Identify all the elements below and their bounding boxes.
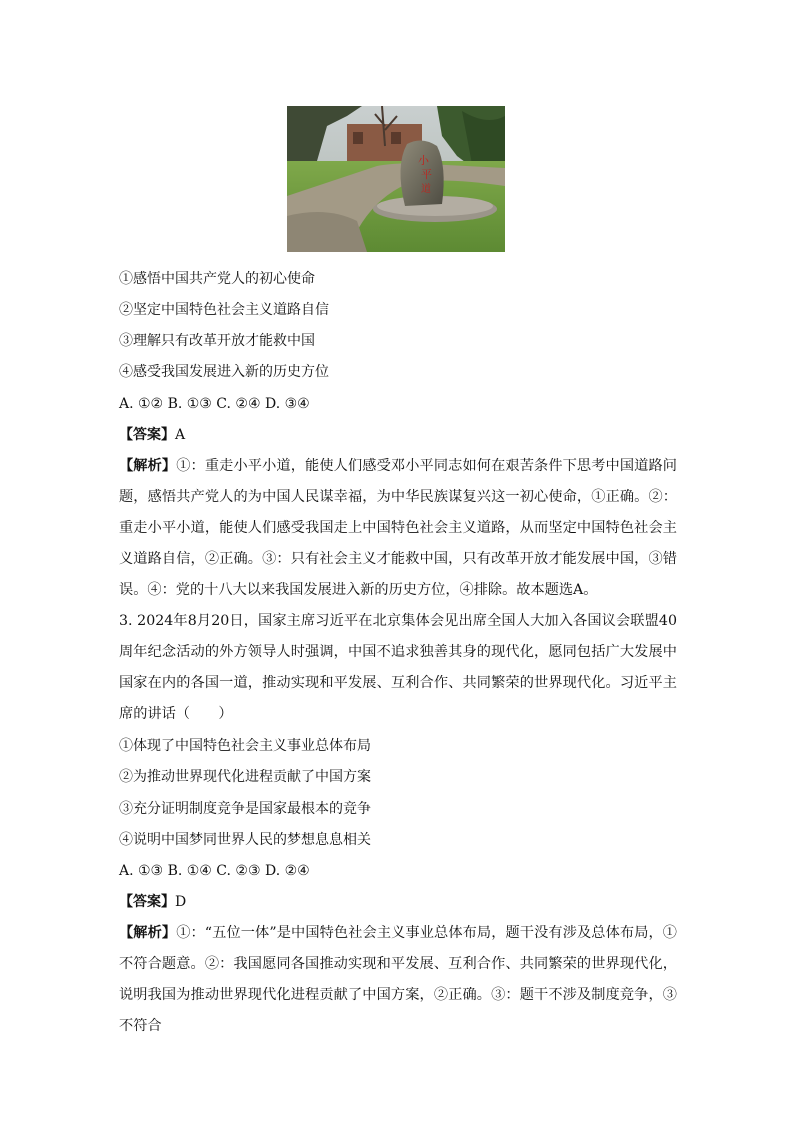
q3-option-3: ③充分证明制度竞争是国家最根本的竞争 — [119, 801, 371, 817]
q2-option-3: ③理解只有改革开放才能救中国 — [119, 333, 315, 349]
monument-photo — [287, 106, 505, 252]
q2-choices: A. ①② B. ①③ C. ②④ D. ③④ — [119, 396, 310, 412]
q2-option-1: ①感悟中国共产党人的初心使命 — [119, 271, 315, 287]
q3-choices: A. ①③ B. ①④ C. ②③ D. ②④ — [119, 863, 310, 879]
q3-stem: 3. 2024年8月20日，国家主席习近平在北京集体会见出席全国人大加入各国议会联盟40周年纪念活动的外方领导人时强调，中国不追求独善其身的现代化，愿同包括广大发展中国家在内的各国一道，推动实现和平发展、互利合作、共同繁荣的世界现代化。习近平主席的讲话（ ） — [119, 613, 677, 722]
q2-analysis-label: 【解析】 — [119, 458, 177, 474]
q2-option-4: ④感受我国发展进入新的历史方位 — [119, 364, 329, 380]
q2-answer-value: A — [175, 427, 186, 443]
q3-answer-label: 【答案】 — [119, 894, 175, 910]
q2-answer-label: 【答案】 — [119, 427, 175, 443]
q3-analysis-label: 【解析】 — [119, 925, 177, 941]
q3-analysis — [119, 918, 677, 1042]
q3-option-1: ①体现了中国特色社会主义事业总体布局 — [119, 738, 371, 754]
q2-option-2: ②坚定中国特色社会主义道路自信 — [119, 302, 329, 318]
q3-analysis-text: ①：“五位一体”是中国特色社会主义事业总体布局，题干没有涉及总体布局，①不符合题意。②：我国愿同各国推动实现和平发展、互利合作、共同繁荣的世界现代化，说明我国为推动世界现代化进程贡献了中国方案，②正确。③：题干不涉及制度竞争，③不符合 — [119, 925, 677, 1034]
q2-answer — [119, 426, 185, 444]
stone-inscription-1: 小 — [418, 154, 429, 167]
stone-inscription-2: 平 — [421, 168, 432, 181]
q3-answer-value: D — [175, 894, 187, 910]
q3-answer — [119, 893, 186, 911]
q3-option-4: ④说明中国梦同世界人民的梦想息息相关 — [119, 832, 371, 848]
q2-analysis — [119, 451, 677, 606]
q2-analysis-text: ①：重走小平小道，能使人们感受邓小平同志如何在艰苦条件下思考中国道路问题，感悟共产党人的为中国人民谋幸福，为中华民族谋复兴这一初心使命，①正确。②：重走小平小道，能使人们感受我国走上中国特色社会主义道路，从而坚定中国特色社会主义道路自信，②正确。③：只有社会主义才能救中国，只有改革开放才能发展中国，③错误。④：党的十八大以来我国发展进入新的历史方位，④排除。故本题选A。 — [119, 458, 677, 598]
q3-option-2: ②为推动世界现代化进程贡献了中国方案 — [119, 769, 371, 785]
monument-photo-svg — [287, 106, 505, 252]
stone-inscription-3: 道 — [421, 184, 431, 195]
